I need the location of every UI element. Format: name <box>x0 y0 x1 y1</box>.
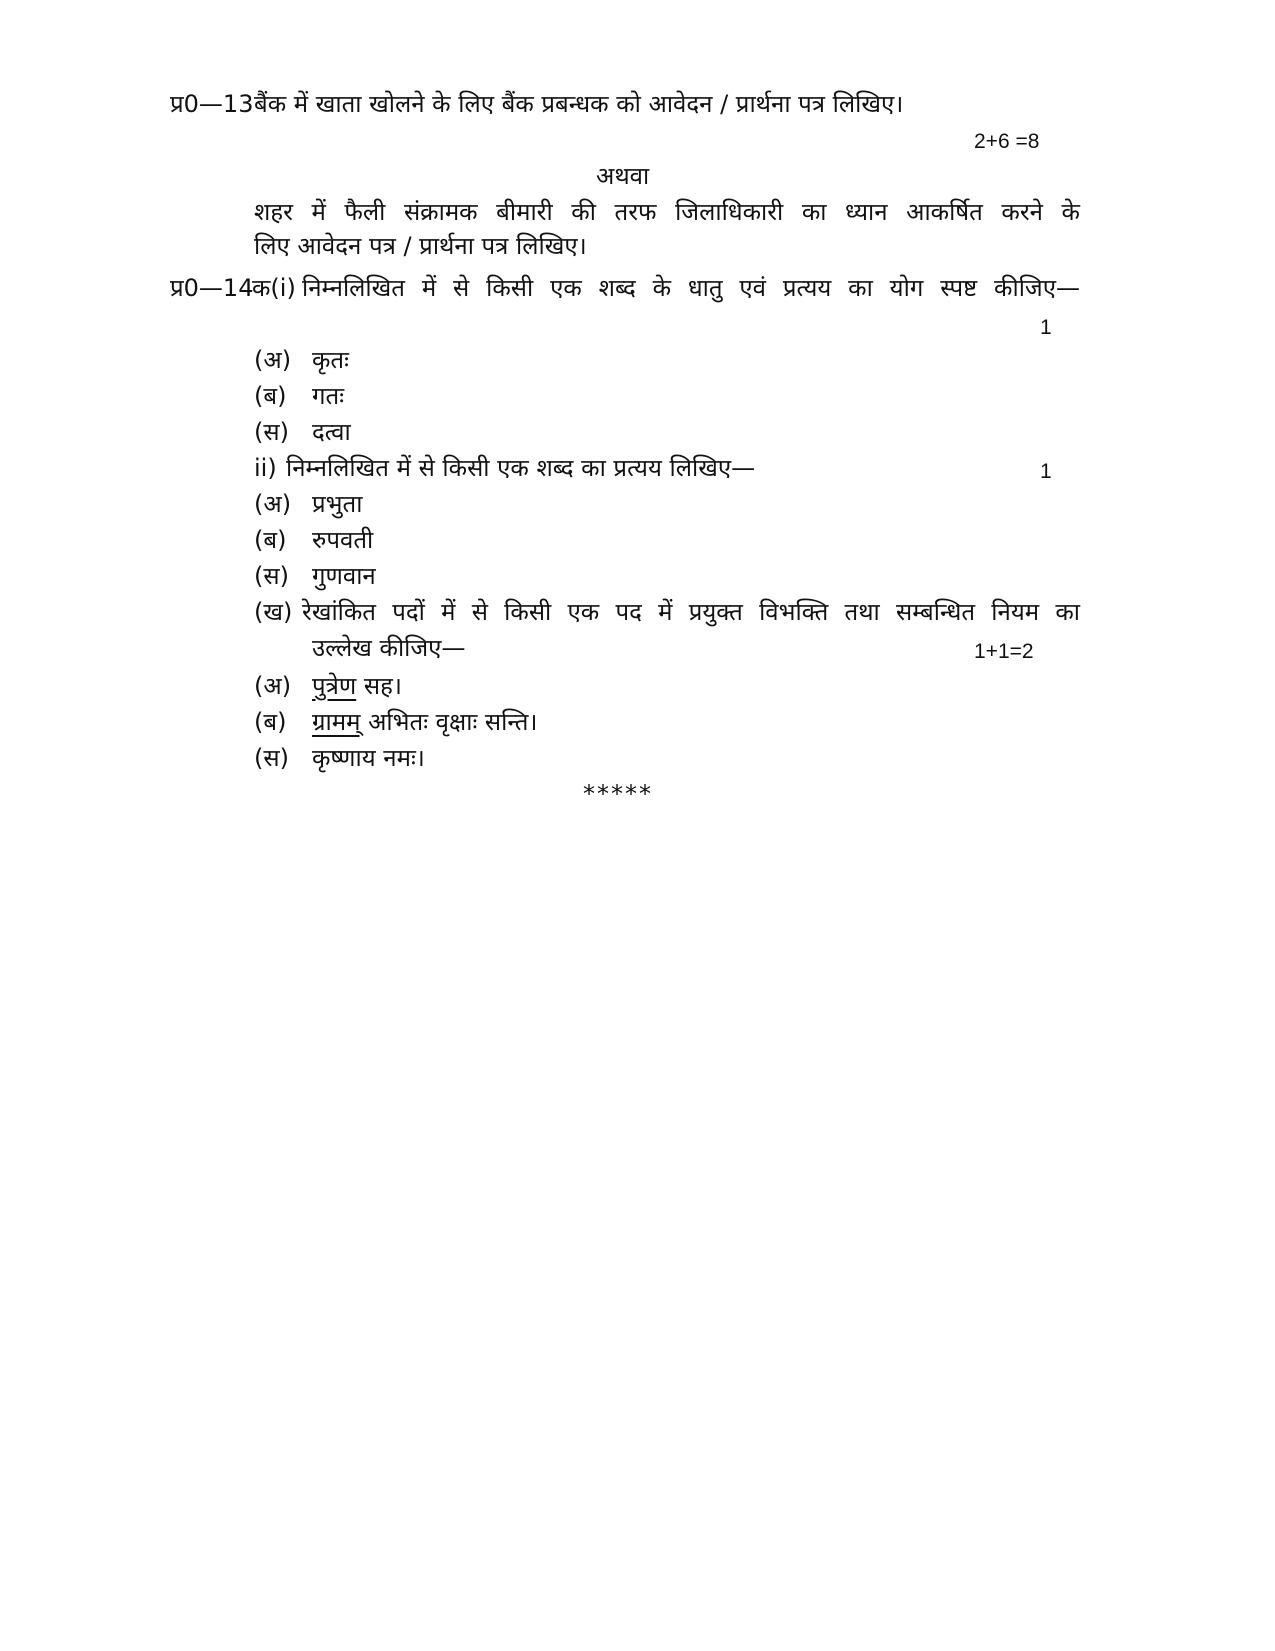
option-key: (अ) <box>254 490 292 518</box>
underlined-word: ग्रामम् <box>312 708 361 736</box>
option-key: (ब) <box>254 382 287 410</box>
option-key: (ब) <box>254 708 287 736</box>
sentence-rest: सह। <box>356 672 402 700</box>
underlined-word: पुत्रेण <box>312 672 357 700</box>
option-key: (अ) <box>254 672 292 700</box>
q14-part-kha-line2: उल्लेख कीजिए— <box>312 634 466 662</box>
q14-part-kha-line1: रेखांकित पदों में से किसी एक पद में प्रयुक्त विभक्ति तथा सम्बन्धित नियम का <box>302 598 1080 626</box>
option-sentence <box>312 742 425 774</box>
q13-label: प्र0—13 <box>170 90 254 118</box>
or-divider: अथवा <box>596 162 650 190</box>
option-text: प्रभुता <box>312 490 363 518</box>
option-text: दत्वा <box>312 418 351 446</box>
sentence-rest: कृष्णाय नमः। <box>312 744 425 772</box>
option-key: (स) <box>254 418 289 446</box>
q13-marks: 2+6 =8 <box>974 130 1040 153</box>
q13-text: बैंक में खाता खोलने के लिए बैंक प्रबन्धक को आवेदन / प्रार्थना पत्र लिखिए। <box>254 90 904 118</box>
q14-part-ka-marks: 1 <box>1040 316 1052 339</box>
sentence-rest: अभितः वृक्षाः सन्ति। <box>360 708 538 736</box>
q14-part-kha-label: (ख) <box>254 598 293 626</box>
q14-part-ii-label: ii) <box>254 454 277 482</box>
option-text: रुपवती <box>312 526 374 554</box>
q13-alt-line1: शहर में फैली संक्रामक बीमारी की तरफ जिलाधिकारी का ध्यान आकर्षित करने के <box>254 198 1080 226</box>
option-key: (स) <box>254 562 289 590</box>
option-sentence <box>312 670 402 702</box>
q14-part-ka-text: निम्नलिखित में से किसी एक शब्द के धातु एवं प्रत्यय का योग स्पष्ट कीजिए— <box>302 274 1080 302</box>
option-key: (स) <box>254 744 289 772</box>
q13-alt-line2: लिए आवेदन पत्र / प्रार्थना पत्र लिखिए। <box>254 232 587 260</box>
q14-part-ii-marks: 1 <box>1040 460 1052 483</box>
option-text: कृतः <box>312 346 349 374</box>
option-sentence <box>312 706 538 738</box>
q14-label: प्र0—14 <box>170 274 254 302</box>
option-text: गतः <box>312 382 345 410</box>
q14-part-kha-marks: 1+1=2 <box>974 640 1034 663</box>
option-key: (अ) <box>254 346 292 374</box>
option-text: गुणवान <box>312 562 376 590</box>
end-mark: ***** <box>583 780 653 808</box>
option-key: (ब) <box>254 526 287 554</box>
q14-part-ka-label: क(i) <box>252 274 296 302</box>
q14-part-ii-text: निम्नलिखित में से किसी एक शब्द का प्रत्यय लिखिए— <box>286 454 756 482</box>
